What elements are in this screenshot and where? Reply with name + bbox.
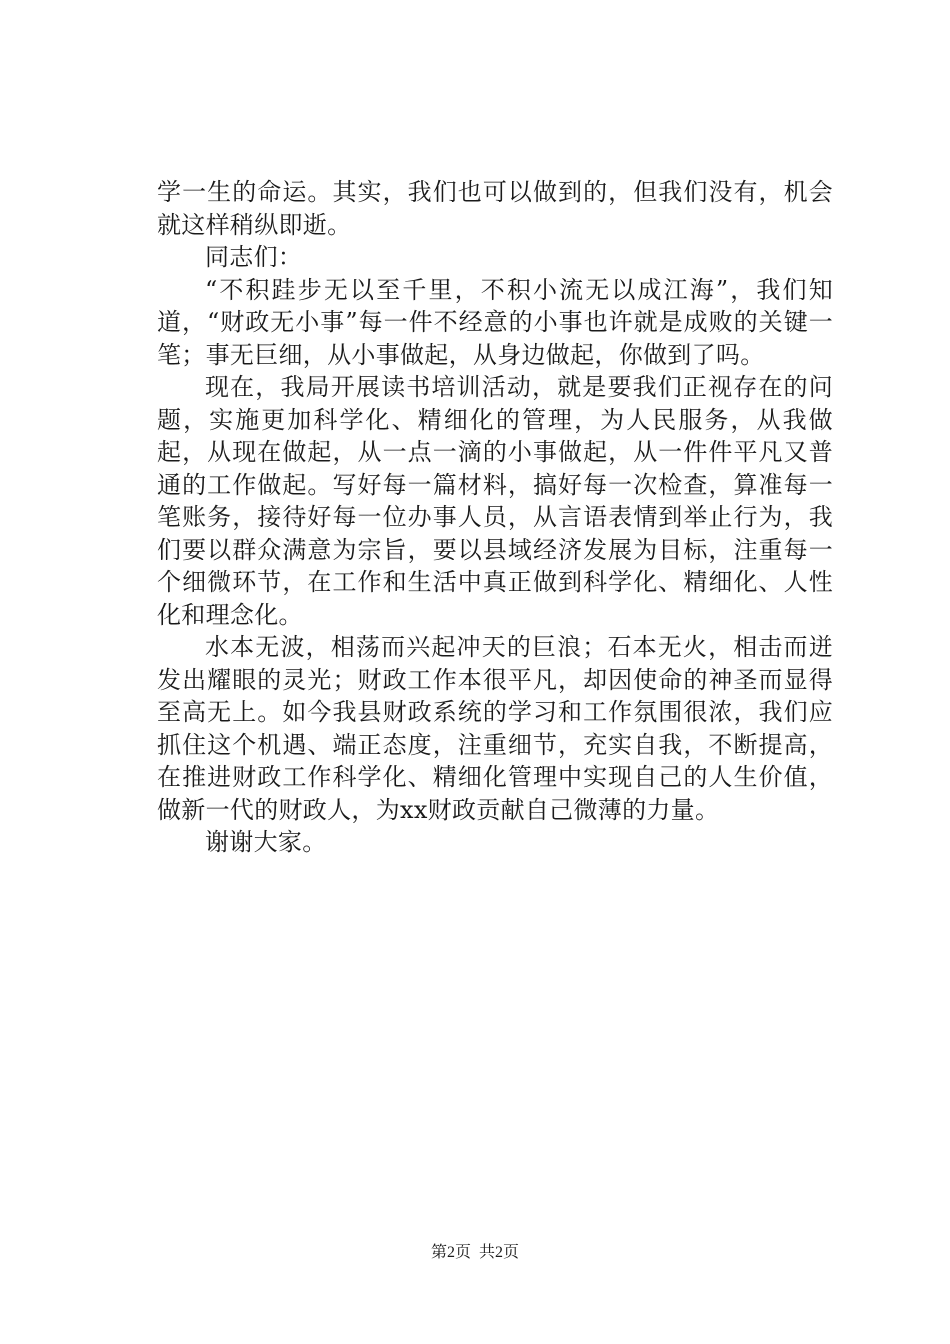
paragraph-thanks: 谢谢大家。 bbox=[205, 828, 327, 856]
paragraph-proverb: “不积跬步无以至千里，不积小流无以成江海”，我们知道，“财政无小事”每一件不经意的小事也许就是成败的关键一笔；事无巨细，从小事做起，从身边做起，你做到了吗。 bbox=[157, 275, 833, 369]
paragraph-salutation: 同志们： bbox=[205, 243, 303, 271]
page-number: 第2页 bbox=[430, 1244, 471, 1261]
page-footer bbox=[0, 1243, 950, 1263]
paragraph-continuation: 学一生的命运。其实，我们也可以做到的，但我们没有，机会就这样稍纵即逝。 bbox=[157, 178, 833, 239]
paragraph-training: 现在，我局开展读书培训活动，就是要我们正视存在的问题，实施更加科学化、精细化的管理，为人民服务，从我做起，从现在做起，从一点一滴的小事做起，从一件件平凡又普通的工作做起。写好每一篇材料，搞好每一次检查，算准每一笔账务，接待好每一位办事人员，从言语表情到举止行为，我们要以群众满意为宗旨，要以县域经济发展为目标，注重每一个细微环节，在工作和生活中真正做到科学化、精细化、人性化和理念化。 bbox=[157, 373, 833, 629]
document-body bbox=[157, 176, 833, 859]
paragraph-conclusion: 水本无波，相荡而兴起冲天的巨浪；石本无火，相击而迸发出耀眼的灵光；财政工作本很平凡，却因使命的神圣而显得至高无上。如今我县财政系统的学习和工作氛围很浓，我们应抓住这个机遇、端正态度，注重细节，充实自我，不断提高，在推进财政工作科学化、精细化管理中实现自己的人生价值，做新一代的财政人，为xx财政贡献自己微薄的力量。 bbox=[157, 633, 833, 824]
page-total: 共2页 bbox=[479, 1244, 520, 1261]
